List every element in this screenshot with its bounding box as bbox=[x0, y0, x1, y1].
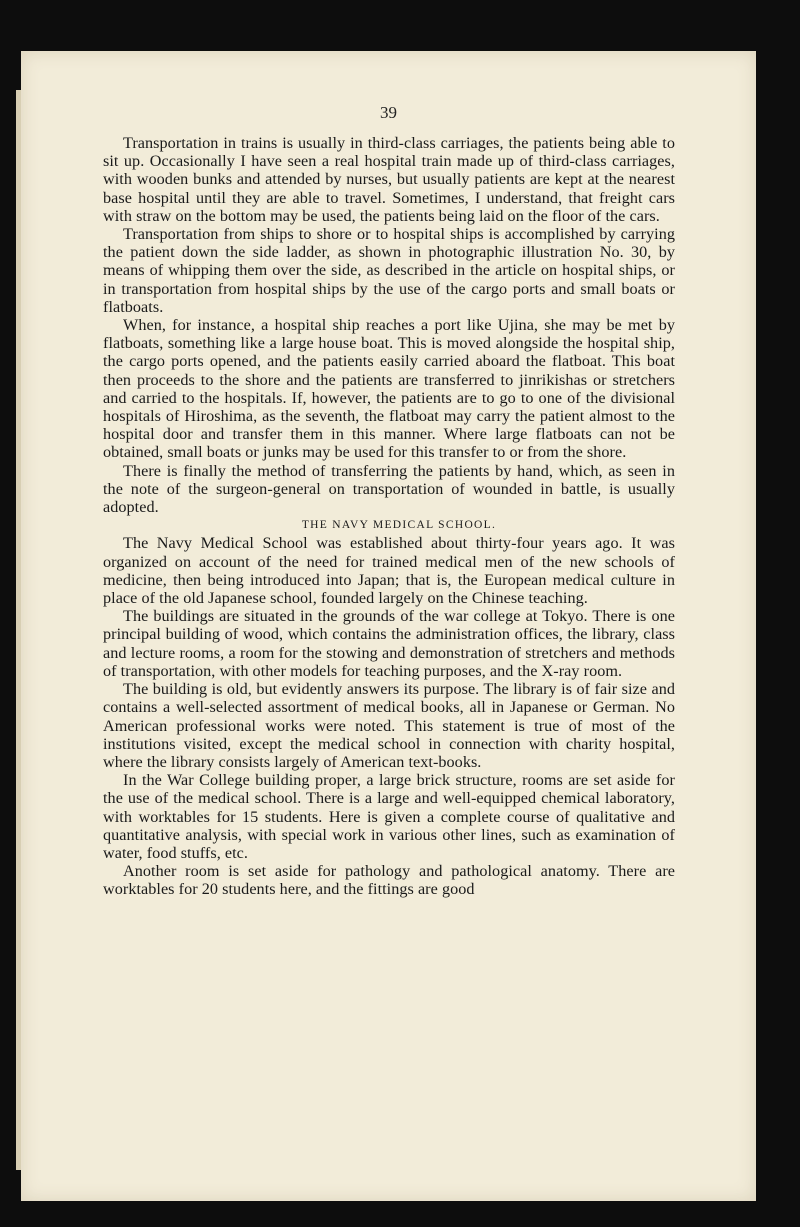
paragraph: Transportation in trains is usually in third-class carriages, the patients being able to sit up. Occasionally I have seen a real hospital train made up of third-class carriages, with wooden bunks and attended by nurses, but usually patients are kept at the nearest base hospital until they are able to travel. Sometimes, I understand, that freight cars with straw on the bottom may be used, the patients being laid on the floor of the cars. bbox=[103, 134, 675, 225]
page-number: 39 bbox=[380, 103, 397, 122]
section-heading: THE NAVY MEDICAL SCHOOL. bbox=[301, 519, 497, 532]
paragraph: Another room is set aside for pathology and pathological anatomy. There are worktables for 20 students here, and the fittings are good bbox=[103, 862, 675, 899]
paragraph: The building is old, but evidently answers its purpose. The library is of fair size and contains a well-selected assortment of medical books, all in Japanese or German. No American professional works were noted. This statement is true of most of the institutions visited, except the medical school in connection with charity hospital, where the library consists largely of American text-books. bbox=[103, 680, 675, 771]
paragraph: The Navy Medical School was established about thirty-four years ago. It was organized on account of the need for trained medical men of the new schools of medicine, then being introduced into Japan; that is, the European medical culture in place of the old Japanese school, founded largely on the Chinese teaching. bbox=[103, 534, 675, 608]
book-page bbox=[21, 51, 756, 1201]
paragraph: In the War College building proper, a large brick structure, rooms are set aside for the use of the medical school. There is a large and well-equipped chemical laboratory, with worktables for 15 students. Here is given a complete course of qualitative and quantitative analysis, with special work in various other lines, such as examination of water, food stuffs, etc. bbox=[103, 771, 675, 862]
body-text bbox=[103, 134, 675, 899]
paragraph: When, for instance, a hospital ship reaches a port like Ujina, she may be met by flatboats, something like a large house boat. This is moved alongside the hospital ship, the cargo ports opened, and the patients easily carried aboard the flatboat. This boat then proceeds to the shore and the patients are transferred to jinrikishas or stretchers and carried to the hospitals. If, however, the patients are to go to one of the divisional hospitals of Hiroshima, as the seventh, the flatboat may carry the patient almost to the hospital door and transfer them in this manner. Where large flatboats can not be obtained, small boats or junks may be used for this transfer to or from the shore. bbox=[103, 316, 675, 462]
paragraph: There is finally the method of transferring the patients by hand, which, as seen in the note of the surgeon-general on transportation of wounded in battle, is usually adopted. bbox=[103, 461, 675, 517]
paragraph: The buildings are situated in the grounds of the war college at Tokyo. There is one principal building of wood, which contains the administration offices, the library, class and lecture rooms, a room for the stowing and demonstration of stretchers and methods of transportation, with other models for teaching purposes, and the X-ray room. bbox=[103, 607, 675, 680]
paragraph: Transportation from ships to shore or to hospital ships is accomplished by carrying the patient down the side ladder, as shown in photographic illustration No. 30, by means of whipping them over the side, as described in the article on hospital ships, or in transportation from hospital ships by the use of the cargo ports and small boats or flatboats. bbox=[103, 225, 675, 316]
